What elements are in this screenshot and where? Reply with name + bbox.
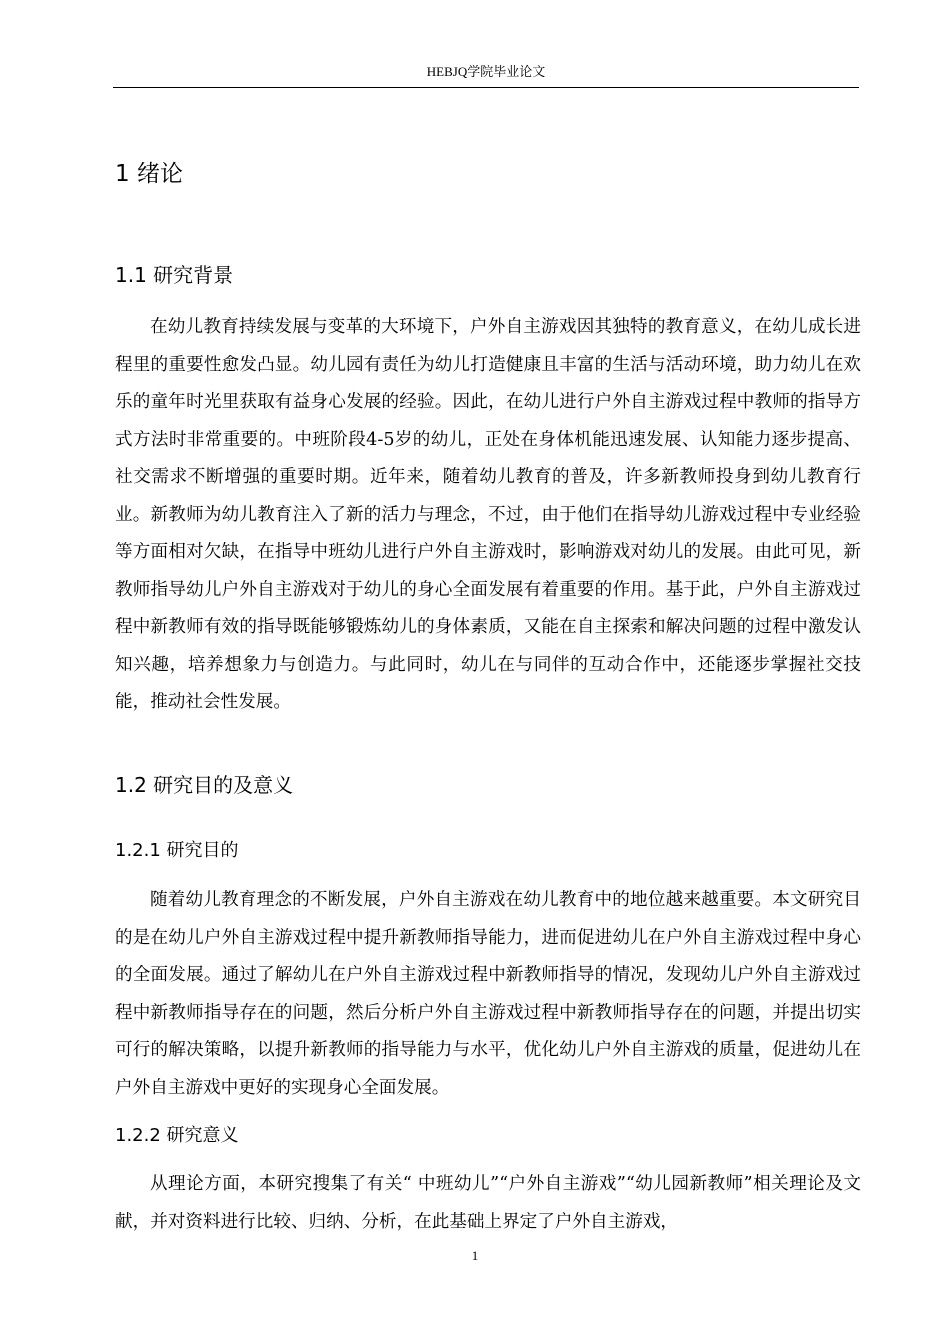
header-title: HEBJQ学院毕业论文 <box>426 64 546 79</box>
section-heading-1-2-1: 1.2.1 研究目的 <box>115 840 239 861</box>
page-number: 1 <box>471 1248 479 1263</box>
section-heading-1-2: 1.2 研究目的及意义 <box>115 773 294 797</box>
paragraph-research-purpose: 随着幼儿教育理念的不断发展，户外自主游戏在幼儿教育中的地位越来越重要。本文研究目的是在幼儿户外自主游戏过程中提升新教师指导能力，进而促进幼儿在户外自主游戏过程中身心的全面发展。通过了解幼儿在户外自主游戏过程中新教师指导的情况，发现幼儿户外自主游戏过程中新教师指导存在的问题，然后分析户外自主游戏过程中新教师指导存在的问题，并提出切实可行的解决策略，以提升新教师的指导能力与水平，优化幼儿户外自主游戏的质量，促进幼儿在户外自主游戏中更好的实现身心全面发展。 <box>115 890 861 1098</box>
paragraph-research-significance: 从理论方面，本研究搜集了有关“ 中班幼儿”“户外自主游戏”“幼儿园新教师”相关理论及文献，并对资料进行比较、归纳、分析，在此基础上界定了户外自主游戏， <box>115 1174 861 1232</box>
chapter-title: 1 绪论 <box>115 161 183 187</box>
paragraph-research-background: 在幼儿教育持续发展与变革的大环境下，户外自主游戏因其独特的教育意义，在幼儿成长进程里的重要性愈发凸显。幼儿园有责任为幼儿打造健康且丰富的生活与活动环境，助力幼儿在欢乐的童年时光里获取有益身心发展的经验。因此，在幼儿进行户外自主游戏过程中教师的指导方式方法时非常重要的。中班阶段4-5岁的幼儿，正处在身体机能迅速发展、认知能力逐步提高、社交需求不断增强的重要时期。近年来，随着幼儿教育的普及，许多新教师投身到幼儿教育行业。新教师为幼儿教育注入了新的活力与理念，不过，由于他们在指导幼儿游戏过程中专业经验等方面相对欠缺，在指导中班幼儿进行户外自主游戏时，影响游戏对幼儿的发展。由此可见，新教师指导幼儿户外自主游戏对于幼儿的身心全面发展有着重要的作用。基于此，户外自主游戏过程中新教师有效的指导既能够锻炼幼儿的身体素质，又能在自主探索和解决问题的过程中激发认知兴趣，培养想象力与创造力。与此同时，幼儿在与同伴的互动合作中，还能逐步掌握社交技能，推动社会性发展。 <box>115 317 861 712</box>
section-heading-1-2-2: 1.2.2 研究意义 <box>115 1125 239 1146</box>
page-header <box>113 62 859 88</box>
section-heading-1-1: 1.1 研究背景 <box>115 263 234 287</box>
